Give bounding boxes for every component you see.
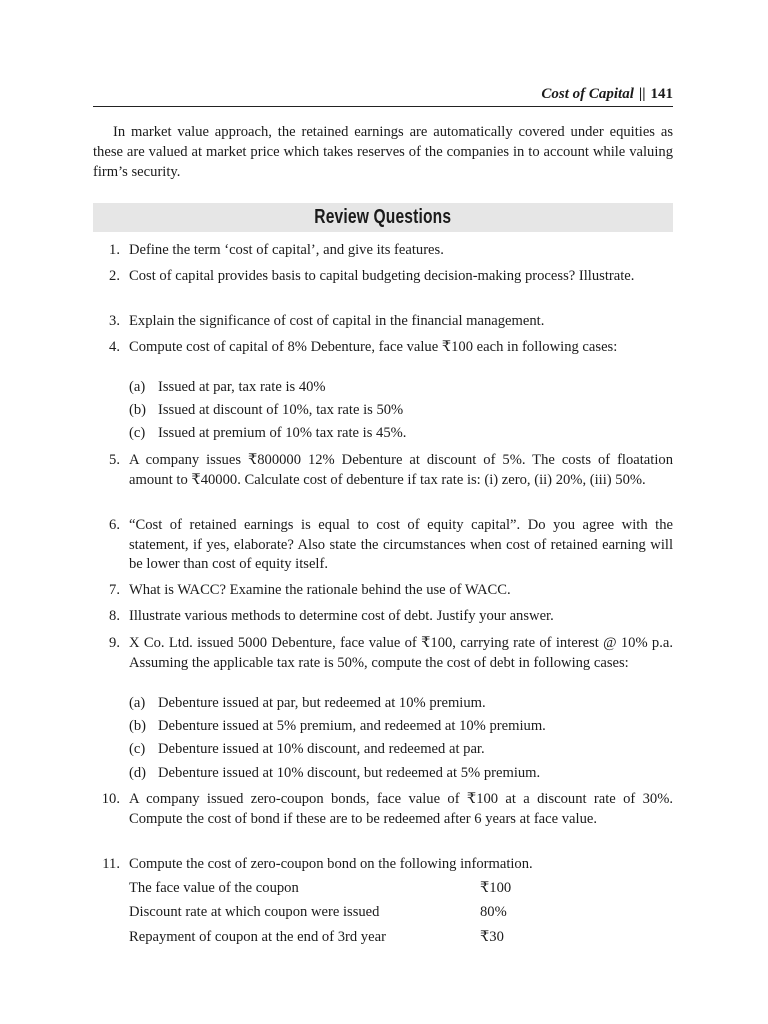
question-item [93, 516, 673, 575]
info-table-row-cutoff [129, 928, 673, 945]
sub-question [129, 424, 673, 444]
sub-question-text: Debenture issued at 5% premium, and redeemed at 10% premium. [158, 718, 546, 734]
info-label: The face value of the coupon [129, 880, 299, 896]
question-text: What is WACC? Examine the rationale behind the use of WACC. [129, 582, 511, 598]
question-text: A company issued zero-coupon bonds, face value of ₹100 at a discount rate of 30%. Compute the cost of bond if these are to be redeemed after 6 years at face value. [129, 791, 673, 827]
question-number: 11. [102, 856, 120, 872]
info-value: ₹30 [480, 929, 504, 945]
sub-question [129, 740, 673, 760]
sub-question-label: (c) [129, 425, 146, 441]
question-number: 10. [101, 791, 120, 807]
question-item [93, 581, 673, 601]
question-item [93, 338, 673, 358]
question-item [93, 634, 673, 673]
question-text: A company issues ₹800000 12% Debenture at discount of 5%. The costs of floatation amount to ₹40000. Calculate cost of debenture if tax rate is: (i) zero, (ii) 20%, (iii) 50%. [129, 452, 673, 488]
question-item [93, 790, 673, 829]
question-number: 2. [109, 268, 120, 284]
question-text: Compute cost of capital of 8% Debenture, face value ₹100 each in following cases: [129, 339, 618, 355]
question-number: 8. [109, 608, 120, 624]
running-header [93, 86, 673, 106]
sub-question-label: (b) [129, 718, 147, 734]
question-item [93, 241, 673, 261]
sub-question-label: (b) [129, 402, 147, 418]
sub-question [129, 717, 673, 737]
question-item [93, 267, 673, 287]
header-rule [93, 106, 673, 107]
sub-question-label: (c) [129, 741, 146, 757]
info-label: Repayment of coupon at the end of 3rd year [129, 929, 386, 945]
sub-question-text: Issued at premium of 10% tax rate is 45%. [158, 425, 407, 441]
question-number: 1. [109, 242, 120, 258]
question-number: 9. [109, 635, 120, 651]
question-text: Define the term ‘cost of capital’, and give its features. [129, 242, 444, 258]
question-text: “Cost of retained earnings is equal to cost of equity capital”. Do you agree with the statement, if yes, elaborate? Also state the circumstances when cost of retained earning will be lower than cost of equity itself. [129, 517, 673, 572]
sub-question-label: (a) [129, 695, 146, 711]
sub-question [129, 764, 673, 784]
question-text: Cost of capital provides basis to capital budgeting decision-making process? Illustrate. [129, 268, 635, 284]
question-item [93, 312, 673, 332]
header-separator: || [638, 86, 646, 102]
sub-question-text: Debenture issued at 10% discount, and redeemed at par. [158, 741, 485, 757]
sub-question-text: Debenture issued at 10% discount, but redeemed at 5% premium. [158, 765, 541, 781]
question-number: 3. [109, 313, 120, 329]
question-number: 4. [109, 339, 120, 355]
sub-question [129, 694, 673, 714]
sub-question-text: Issued at par, tax rate is 40% [158, 379, 326, 395]
question-number: 5. [109, 452, 120, 468]
sub-question-label: (d) [129, 765, 147, 781]
section-title: Review Questions [314, 206, 452, 228]
intro-paragraph: In market value approach, the retained earnings are automatically covered under equities as these are valued at market price which takes reserves of the companies in to account while valuing firm’s security. [93, 124, 673, 180]
page-number: 141 [650, 86, 673, 102]
info-value: 80% [480, 904, 507, 920]
question-text: Compute the cost of zero-coupon bond on the following information. [129, 856, 533, 872]
section-heading-box [93, 203, 673, 232]
document-page [93, 0, 673, 1024]
sub-question-text: Issued at discount of 10%, tax rate is 50% [158, 402, 404, 418]
question-text: Illustrate various methods to determine cost of debt. Justify your answer. [129, 608, 554, 624]
question-item [93, 607, 673, 627]
question-text: Explain the significance of cost of capital in the financial management. [129, 313, 545, 329]
question-number: 6. [109, 517, 120, 533]
sub-question-text: Debenture issued at par, but redeemed at 10% premium. [158, 695, 486, 711]
sub-question-label: (a) [129, 379, 146, 395]
header-title: Cost of Capital [541, 86, 634, 102]
sub-question [129, 378, 673, 398]
question-item [93, 451, 673, 490]
info-value: ₹100 [480, 880, 512, 896]
question-item [93, 855, 673, 875]
info-label: Discount rate at which coupon were issued [129, 904, 380, 920]
question-number: 7. [109, 582, 120, 598]
sub-question [129, 401, 673, 421]
question-text: X Co. Ltd. issued 5000 Debenture, face value of ₹100, carrying rate of interest @ 10% p.a. Assuming the applicable tax rate is 50%, compute the cost of debt in following cases: [129, 635, 673, 671]
